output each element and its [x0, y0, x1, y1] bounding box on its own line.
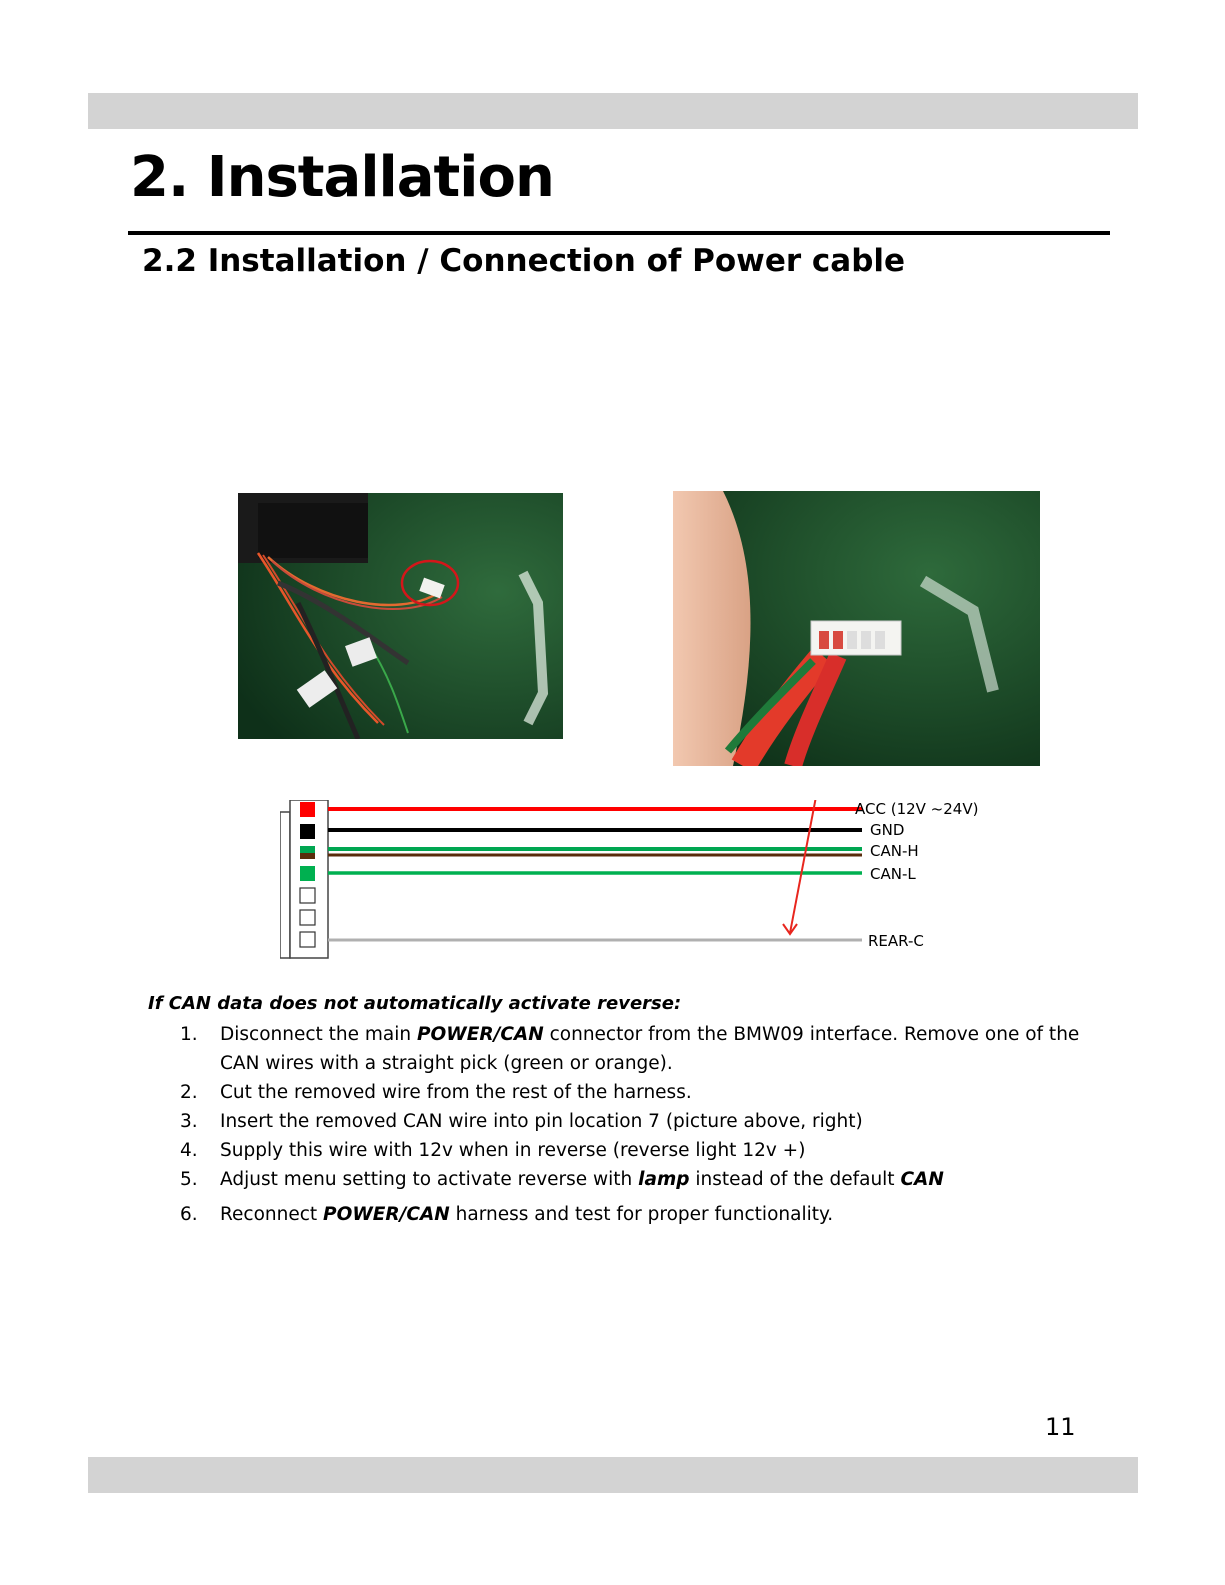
list-item: 5. Adjust menu setting to activate reverse with lamp instead of the default CAN [180, 1169, 944, 1190]
instructions-list [180, 1020, 1080, 1229]
connector-photo [673, 491, 1040, 766]
list-item: 3. Insert the removed CAN wire into pin location 7 (picture above, right) [180, 1111, 863, 1132]
section-title: 2.2 Installation / Connection of Power cable [142, 243, 906, 279]
wiring-diagram [280, 800, 1040, 980]
page-number: 11 [1045, 1413, 1076, 1441]
wire-label-can-h: CAN-H [870, 842, 919, 860]
wire-label-acc: ACC (12V ~24V) [855, 800, 979, 818]
footer-bar [88, 1457, 1138, 1493]
list-item: 4. Supply this wire with 12v when in reverse (reverse light 12v +) [180, 1140, 806, 1161]
list-item: 1. Disconnect the main POWER/CAN connector from the BMW09 interface. Remove one of the CAN wires with a straight pick (green or orange). [180, 1024, 1080, 1074]
list-item: 6. Reconnect POWER/CAN harness and test for proper functionality. [180, 1204, 834, 1225]
page-title: 2. Installation [130, 145, 554, 210]
wire-label-can-l: CAN-L [870, 865, 916, 883]
header-bar [88, 93, 1138, 129]
wire-label-rear-c: REAR-C [868, 932, 924, 950]
wire-label-gnd: GND [870, 821, 905, 839]
title-rule [128, 231, 1110, 235]
instructions-lead: If CAN data does not automatically activate reverse: [148, 993, 682, 1014]
list-item: 2. Cut the removed wire from the rest of the harness. [180, 1082, 692, 1103]
harness-photo [238, 493, 563, 739]
